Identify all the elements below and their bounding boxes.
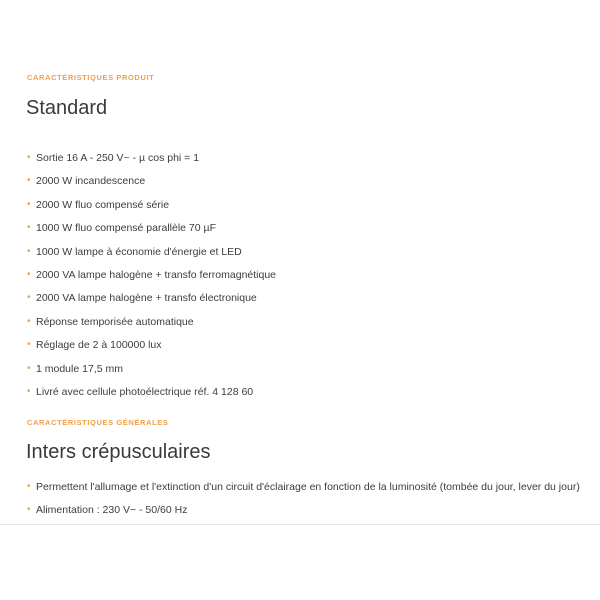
bullet-icon: • [27, 362, 31, 374]
section-tag-general-characteristics: CARACTÉRISTIQUES GÉNÉRALES [27, 418, 169, 427]
list-item-text: 2000 VA lampe halogène + transfo ferromagnétique [36, 268, 277, 281]
bullet-icon: • [27, 268, 31, 280]
list-item [27, 291, 276, 314]
list-item [27, 268, 276, 291]
list-item-text: Réglage de 2 à 100000 lux [36, 339, 162, 352]
list-item [27, 362, 276, 385]
list-item-text: Sortie 16 A - 250 V~ - µ cos phi = 1 [36, 152, 200, 164]
list-item-text: 2000 VA lampe halogène + transfo électronique [36, 292, 257, 305]
list-item [27, 480, 580, 503]
list-item-text: Permettent l'allumage et l'extinction d'un circuit d'éclairage en fonction de la luminosité (tombée du jour, lever du jour) [36, 481, 580, 493]
bullet-icon: • [27, 222, 31, 234]
list-item [27, 338, 276, 361]
section-tag-product-characteristics: CARACTÉRISTIQUES PRODUIT [27, 73, 155, 82]
list-item-text: Alimentation : 230 V~ - 50/60 Hz [36, 504, 188, 517]
section-title-standard: Standard [26, 97, 108, 119]
list-item-text: Livré avec cellule photoélectrique réf. 4 128 60 [36, 385, 254, 398]
bullet-icon: • [27, 175, 31, 187]
list-item-text: 1000 W fluo compensé parallèle 70 µF [36, 222, 216, 235]
bullet-icon: • [27, 152, 31, 163]
bullet-icon: • [27, 245, 31, 257]
list-item [27, 174, 276, 197]
bullet-icon: • [27, 198, 31, 210]
list-item [27, 151, 276, 174]
bullet-icon: • [27, 292, 31, 304]
list-item-text: 2000 W fluo compensé série [36, 198, 170, 211]
general-characteristics-list [27, 480, 580, 527]
bullet-icon: • [27, 315, 31, 327]
list-item [27, 315, 276, 338]
product-characteristics-list [27, 151, 276, 408]
list-item-text: 1000 W lampe à économie d'énergie et LED [36, 245, 242, 258]
section-title-inters-crepusculaires: Inters crépusculaires [26, 441, 211, 463]
list-item-text: 2000 W incandescence [36, 175, 146, 188]
list-item-text: 1 module 17,5 mm [36, 362, 123, 375]
bullet-icon: • [27, 481, 31, 492]
bullet-icon: • [27, 339, 31, 351]
bottom-divider [0, 524, 600, 525]
list-item [27, 221, 276, 244]
bullet-icon: • [27, 504, 31, 516]
list-item [27, 385, 276, 408]
list-item [27, 198, 276, 221]
list-item [27, 245, 276, 268]
bullet-icon: • [27, 385, 31, 397]
list-item-text: Réponse temporisée automatique [36, 315, 194, 328]
